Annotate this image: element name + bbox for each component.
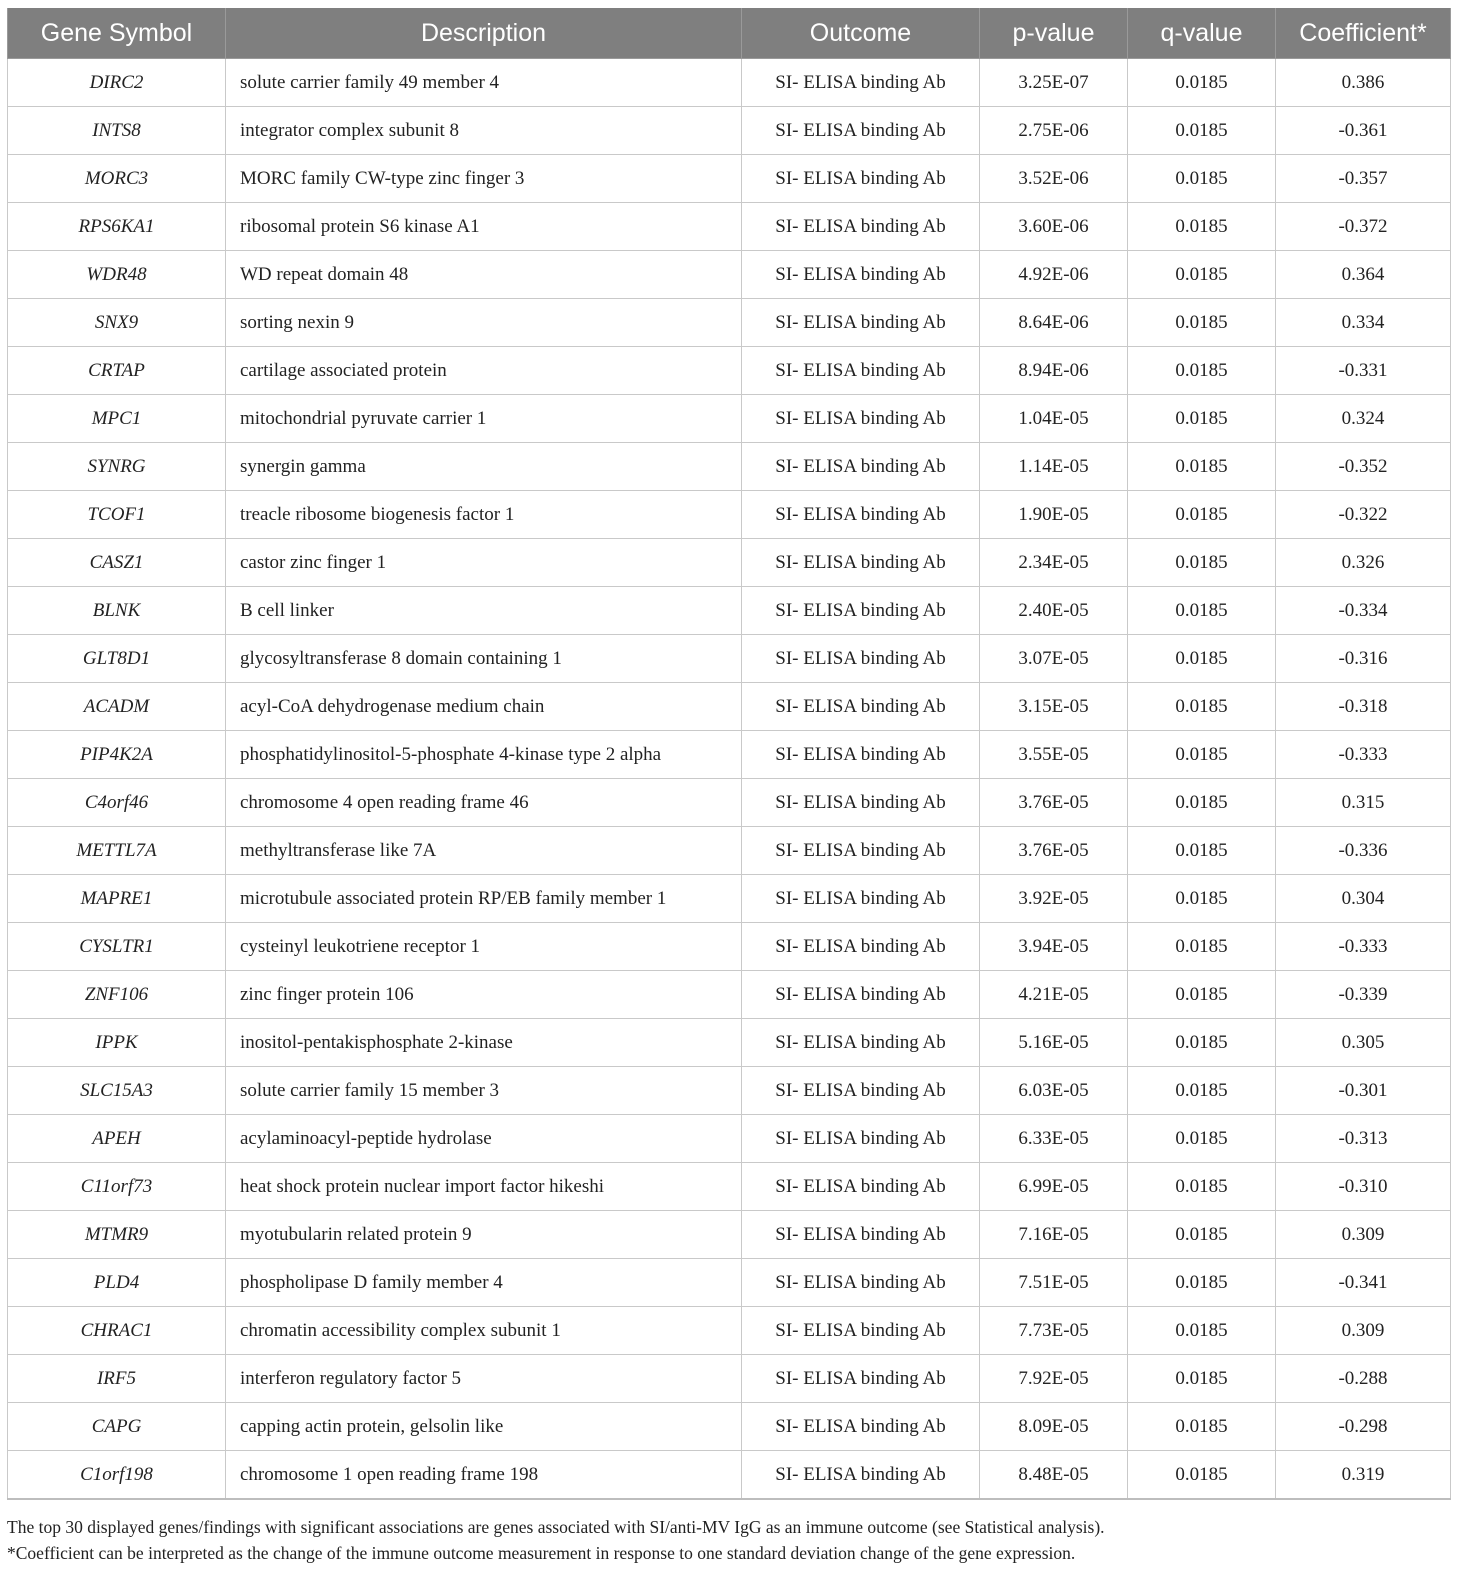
gene-symbol-cell: CHRAC1 — [8, 1307, 226, 1355]
outcome-cell: SI- ELISA binding Ab — [742, 635, 980, 683]
description-cell: chromosome 4 open reading frame 46 — [226, 779, 742, 827]
outcome-cell: SI- ELISA binding Ab — [742, 1355, 980, 1403]
table-row — [8, 107, 1451, 155]
outcome-cell: SI- ELISA binding Ab — [742, 1307, 980, 1355]
outcome-cell: SI- ELISA binding Ab — [742, 971, 980, 1019]
gene-symbol-cell: MAPRE1 — [8, 875, 226, 923]
gene-symbol-cell: SNX9 — [8, 299, 226, 347]
description-cell: treacle ribosome biogenesis factor 1 — [226, 491, 742, 539]
coefficient-cell: -0.316 — [1276, 635, 1451, 683]
q-value-cell: 0.0185 — [1128, 1307, 1276, 1355]
outcome-cell: SI- ELISA binding Ab — [742, 1163, 980, 1211]
p-value-cell: 3.15E-05 — [980, 683, 1128, 731]
gene-symbol-cell: CYSLTR1 — [8, 923, 226, 971]
coefficient-cell: 0.304 — [1276, 875, 1451, 923]
table-row — [8, 347, 1451, 395]
coefficient-cell: -0.331 — [1276, 347, 1451, 395]
q-value-cell: 0.0185 — [1128, 443, 1276, 491]
coefficient-cell: 0.315 — [1276, 779, 1451, 827]
gene-symbol-cell: IPPK — [8, 1019, 226, 1067]
header-outcome: Outcome — [742, 8, 980, 59]
p-value-cell: 1.90E-05 — [980, 491, 1128, 539]
coefficient-cell: -0.361 — [1276, 107, 1451, 155]
outcome-cell: SI- ELISA binding Ab — [742, 203, 980, 251]
description-cell: capping actin protein, gelsolin like — [226, 1403, 742, 1451]
table-row — [8, 683, 1451, 731]
gene-symbol-cell: SYNRG — [8, 443, 226, 491]
outcome-cell: SI- ELISA binding Ab — [742, 1067, 980, 1115]
p-value-cell: 3.94E-05 — [980, 923, 1128, 971]
p-value-cell: 2.75E-06 — [980, 107, 1128, 155]
outcome-cell: SI- ELISA binding Ab — [742, 1403, 980, 1451]
description-cell: cysteinyl leukotriene receptor 1 — [226, 923, 742, 971]
table-footnotes — [7, 1514, 1447, 1566]
coefficient-cell: 0.309 — [1276, 1307, 1451, 1355]
gene-symbol-cell: RPS6KA1 — [8, 203, 226, 251]
outcome-cell: SI- ELISA binding Ab — [742, 491, 980, 539]
table-row — [8, 1355, 1451, 1403]
q-value-cell: 0.0185 — [1128, 635, 1276, 683]
outcome-cell: SI- ELISA binding Ab — [742, 1451, 980, 1500]
q-value-cell: 0.0185 — [1128, 779, 1276, 827]
coefficient-cell: -0.334 — [1276, 587, 1451, 635]
description-cell: cartilage associated protein — [226, 347, 742, 395]
q-value-cell: 0.0185 — [1128, 491, 1276, 539]
p-value-cell: 3.25E-07 — [980, 59, 1128, 107]
table-row — [8, 1259, 1451, 1307]
q-value-cell: 0.0185 — [1128, 251, 1276, 299]
table-row — [8, 1403, 1451, 1451]
p-value-cell: 3.60E-06 — [980, 203, 1128, 251]
gene-symbol-cell: PLD4 — [8, 1259, 226, 1307]
q-value-cell: 0.0185 — [1128, 1259, 1276, 1307]
header-row — [8, 8, 1451, 59]
q-value-cell: 0.0185 — [1128, 1451, 1276, 1500]
gene-symbol-cell: ZNF106 — [8, 971, 226, 1019]
outcome-cell: SI- ELISA binding Ab — [742, 251, 980, 299]
q-value-cell: 0.0185 — [1128, 875, 1276, 923]
description-cell: integrator complex subunit 8 — [226, 107, 742, 155]
coefficient-cell: -0.318 — [1276, 683, 1451, 731]
coefficient-cell: -0.298 — [1276, 1403, 1451, 1451]
gene-symbol-cell: IRF5 — [8, 1355, 226, 1403]
outcome-cell: SI- ELISA binding Ab — [742, 1019, 980, 1067]
q-value-cell: 0.0185 — [1128, 155, 1276, 203]
outcome-cell: SI- ELISA binding Ab — [742, 395, 980, 443]
description-cell: WD repeat domain 48 — [226, 251, 742, 299]
gene-symbol-cell: TCOF1 — [8, 491, 226, 539]
q-value-cell: 0.0185 — [1128, 1211, 1276, 1259]
coefficient-cell: -0.333 — [1276, 731, 1451, 779]
q-value-cell: 0.0185 — [1128, 1163, 1276, 1211]
q-value-cell: 0.0185 — [1128, 1403, 1276, 1451]
coefficient-cell: -0.301 — [1276, 1067, 1451, 1115]
coefficient-cell: -0.352 — [1276, 443, 1451, 491]
q-value-cell: 0.0185 — [1128, 827, 1276, 875]
gene-symbol-cell: C1orf198 — [8, 1451, 226, 1500]
description-cell: ribosomal protein S6 kinase A1 — [226, 203, 742, 251]
gene-symbol-cell: DIRC2 — [8, 59, 226, 107]
description-cell: zinc finger protein 106 — [226, 971, 742, 1019]
header-q-value: q-value — [1128, 8, 1276, 59]
outcome-cell: SI- ELISA binding Ab — [742, 443, 980, 491]
q-value-cell: 0.0185 — [1128, 971, 1276, 1019]
table-row — [8, 827, 1451, 875]
p-value-cell: 2.34E-05 — [980, 539, 1128, 587]
outcome-cell: SI- ELISA binding Ab — [742, 683, 980, 731]
p-value-cell: 1.14E-05 — [980, 443, 1128, 491]
table-row — [8, 1019, 1451, 1067]
p-value-cell: 4.21E-05 — [980, 971, 1128, 1019]
gene-symbol-cell: ACADM — [8, 683, 226, 731]
q-value-cell: 0.0185 — [1128, 1019, 1276, 1067]
table-row — [8, 203, 1451, 251]
coefficient-cell: 0.305 — [1276, 1019, 1451, 1067]
footnote-coefficient: *Coefficient can be interpreted as the change of the immune outcome measurement in response to one standard deviation change of the gene expression. — [7, 1543, 1076, 1563]
coefficient-cell: -0.372 — [1276, 203, 1451, 251]
q-value-cell: 0.0185 — [1128, 683, 1276, 731]
coefficient-cell: -0.288 — [1276, 1355, 1451, 1403]
coefficient-cell: -0.322 — [1276, 491, 1451, 539]
p-value-cell: 8.09E-05 — [980, 1403, 1128, 1451]
description-cell: myotubularin related protein 9 — [226, 1211, 742, 1259]
p-value-cell: 8.48E-05 — [980, 1451, 1128, 1500]
gene-symbol-cell: BLNK — [8, 587, 226, 635]
q-value-cell: 0.0185 — [1128, 923, 1276, 971]
outcome-cell: SI- ELISA binding Ab — [742, 827, 980, 875]
description-cell: acyl-CoA dehydrogenase medium chain — [226, 683, 742, 731]
outcome-cell: SI- ELISA binding Ab — [742, 731, 980, 779]
header-coefficient: Coefficient* — [1276, 8, 1451, 59]
q-value-cell: 0.0185 — [1128, 347, 1276, 395]
p-value-cell: 7.92E-05 — [980, 1355, 1128, 1403]
gene-symbol-cell: CASZ1 — [8, 539, 226, 587]
coefficient-cell: 0.309 — [1276, 1211, 1451, 1259]
p-value-cell: 8.64E-06 — [980, 299, 1128, 347]
q-value-cell: 0.0185 — [1128, 107, 1276, 155]
outcome-cell: SI- ELISA binding Ab — [742, 1259, 980, 1307]
table-header — [8, 8, 1451, 59]
gene-symbol-cell: METTL7A — [8, 827, 226, 875]
p-value-cell: 4.92E-06 — [980, 251, 1128, 299]
description-cell: inositol-pentakisphosphate 2-kinase — [226, 1019, 742, 1067]
q-value-cell: 0.0185 — [1128, 731, 1276, 779]
gene-association-table — [7, 8, 1451, 1500]
coefficient-cell: -0.357 — [1276, 155, 1451, 203]
table-row — [8, 539, 1451, 587]
p-value-cell: 3.55E-05 — [980, 731, 1128, 779]
p-value-cell: 7.51E-05 — [980, 1259, 1128, 1307]
gene-symbol-cell: MTMR9 — [8, 1211, 226, 1259]
table-row — [8, 731, 1451, 779]
table-row — [8, 923, 1451, 971]
description-cell: microtubule associated protein RP/EB family member 1 — [226, 875, 742, 923]
outcome-cell: SI- ELISA binding Ab — [742, 539, 980, 587]
gene-symbol-cell: WDR48 — [8, 251, 226, 299]
p-value-cell: 1.04E-05 — [980, 395, 1128, 443]
table-row — [8, 875, 1451, 923]
q-value-cell: 0.0185 — [1128, 1067, 1276, 1115]
description-cell: interferon regulatory factor 5 — [226, 1355, 742, 1403]
table-row — [8, 395, 1451, 443]
q-value-cell: 0.0185 — [1128, 539, 1276, 587]
description-cell: sorting nexin 9 — [226, 299, 742, 347]
coefficient-cell: 0.324 — [1276, 395, 1451, 443]
table-row — [8, 1211, 1451, 1259]
table-row — [8, 635, 1451, 683]
table-row — [8, 491, 1451, 539]
outcome-cell: SI- ELISA binding Ab — [742, 347, 980, 395]
description-cell: mitochondrial pyruvate carrier 1 — [226, 395, 742, 443]
results-table-container — [7, 8, 1450, 1500]
description-cell: solute carrier family 49 member 4 — [226, 59, 742, 107]
q-value-cell: 0.0185 — [1128, 59, 1276, 107]
table-body — [8, 59, 1451, 1500]
q-value-cell: 0.0185 — [1128, 1355, 1276, 1403]
coefficient-cell: 0.364 — [1276, 251, 1451, 299]
p-value-cell: 6.03E-05 — [980, 1067, 1128, 1115]
p-value-cell: 3.52E-06 — [980, 155, 1128, 203]
p-value-cell: 7.16E-05 — [980, 1211, 1128, 1259]
gene-symbol-cell: CAPG — [8, 1403, 226, 1451]
p-value-cell: 3.76E-05 — [980, 827, 1128, 875]
header-p-value: p-value — [980, 8, 1128, 59]
p-value-cell: 3.92E-05 — [980, 875, 1128, 923]
table-row — [8, 443, 1451, 491]
gene-symbol-cell: C11orf73 — [8, 1163, 226, 1211]
p-value-cell: 5.16E-05 — [980, 1019, 1128, 1067]
table-row — [8, 1067, 1451, 1115]
gene-symbol-cell: MORC3 — [8, 155, 226, 203]
table-row — [8, 155, 1451, 203]
coefficient-cell: 0.386 — [1276, 59, 1451, 107]
description-cell: heat shock protein nuclear import factor hikeshi — [226, 1163, 742, 1211]
outcome-cell: SI- ELISA binding Ab — [742, 923, 980, 971]
outcome-cell: SI- ELISA binding Ab — [742, 875, 980, 923]
q-value-cell: 0.0185 — [1128, 395, 1276, 443]
p-value-cell: 3.76E-05 — [980, 779, 1128, 827]
p-value-cell: 2.40E-05 — [980, 587, 1128, 635]
q-value-cell: 0.0185 — [1128, 203, 1276, 251]
description-cell: phosphatidylinositol-5-phosphate 4-kinase type 2 alpha — [226, 731, 742, 779]
table-row — [8, 971, 1451, 1019]
header-gene-symbol: Gene Symbol — [8, 8, 226, 59]
table-row — [8, 779, 1451, 827]
table-row — [8, 1307, 1451, 1355]
coefficient-cell: -0.336 — [1276, 827, 1451, 875]
p-value-cell: 3.07E-05 — [980, 635, 1128, 683]
outcome-cell: SI- ELISA binding Ab — [742, 299, 980, 347]
q-value-cell: 0.0185 — [1128, 1115, 1276, 1163]
description-cell: B cell linker — [226, 587, 742, 635]
description-cell: synergin gamma — [226, 443, 742, 491]
coefficient-cell: 0.326 — [1276, 539, 1451, 587]
table-row — [8, 1163, 1451, 1211]
outcome-cell: SI- ELISA binding Ab — [742, 1211, 980, 1259]
table-row — [8, 1451, 1451, 1500]
description-cell: MORC family CW-type zinc finger 3 — [226, 155, 742, 203]
description-cell: acylaminoacyl-peptide hydrolase — [226, 1115, 742, 1163]
table-row — [8, 299, 1451, 347]
p-value-cell: 6.33E-05 — [980, 1115, 1128, 1163]
coefficient-cell: 0.334 — [1276, 299, 1451, 347]
gene-symbol-cell: MPC1 — [8, 395, 226, 443]
table-row — [8, 1115, 1451, 1163]
gene-symbol-cell: SLC15A3 — [8, 1067, 226, 1115]
header-description: Description — [226, 8, 742, 59]
outcome-cell: SI- ELISA binding Ab — [742, 587, 980, 635]
footnote-selection: The top 30 displayed genes/findings with significant associations are genes associated with SI/anti-MV IgG as an immune outcome (see Statistical analysis). — [7, 1517, 1105, 1537]
table-row — [8, 59, 1451, 107]
description-cell: chromosome 1 open reading frame 198 — [226, 1451, 742, 1500]
p-value-cell: 8.94E-06 — [980, 347, 1128, 395]
description-cell: castor zinc finger 1 — [226, 539, 742, 587]
description-cell: phospholipase D family member 4 — [226, 1259, 742, 1307]
coefficient-cell: 0.319 — [1276, 1451, 1451, 1500]
p-value-cell: 6.99E-05 — [980, 1163, 1128, 1211]
q-value-cell: 0.0185 — [1128, 299, 1276, 347]
gene-symbol-cell: GLT8D1 — [8, 635, 226, 683]
gene-symbol-cell: INTS8 — [8, 107, 226, 155]
gene-symbol-cell: APEH — [8, 1115, 226, 1163]
outcome-cell: SI- ELISA binding Ab — [742, 1115, 980, 1163]
gene-symbol-cell: CRTAP — [8, 347, 226, 395]
outcome-cell: SI- ELISA binding Ab — [742, 779, 980, 827]
gene-symbol-cell: PIP4K2A — [8, 731, 226, 779]
coefficient-cell: -0.333 — [1276, 923, 1451, 971]
table-row — [8, 587, 1451, 635]
outcome-cell: SI- ELISA binding Ab — [742, 155, 980, 203]
outcome-cell: SI- ELISA binding Ab — [742, 59, 980, 107]
description-cell: methyltransferase like 7A — [226, 827, 742, 875]
coefficient-cell: -0.310 — [1276, 1163, 1451, 1211]
coefficient-cell: -0.341 — [1276, 1259, 1451, 1307]
table-row — [8, 251, 1451, 299]
coefficient-cell: -0.313 — [1276, 1115, 1451, 1163]
q-value-cell: 0.0185 — [1128, 587, 1276, 635]
p-value-cell: 7.73E-05 — [980, 1307, 1128, 1355]
description-cell: solute carrier family 15 member 3 — [226, 1067, 742, 1115]
description-cell: chromatin accessibility complex subunit 1 — [226, 1307, 742, 1355]
coefficient-cell: -0.339 — [1276, 971, 1451, 1019]
gene-symbol-cell: C4orf46 — [8, 779, 226, 827]
outcome-cell: SI- ELISA binding Ab — [742, 107, 980, 155]
description-cell: glycosyltransferase 8 domain containing 1 — [226, 635, 742, 683]
